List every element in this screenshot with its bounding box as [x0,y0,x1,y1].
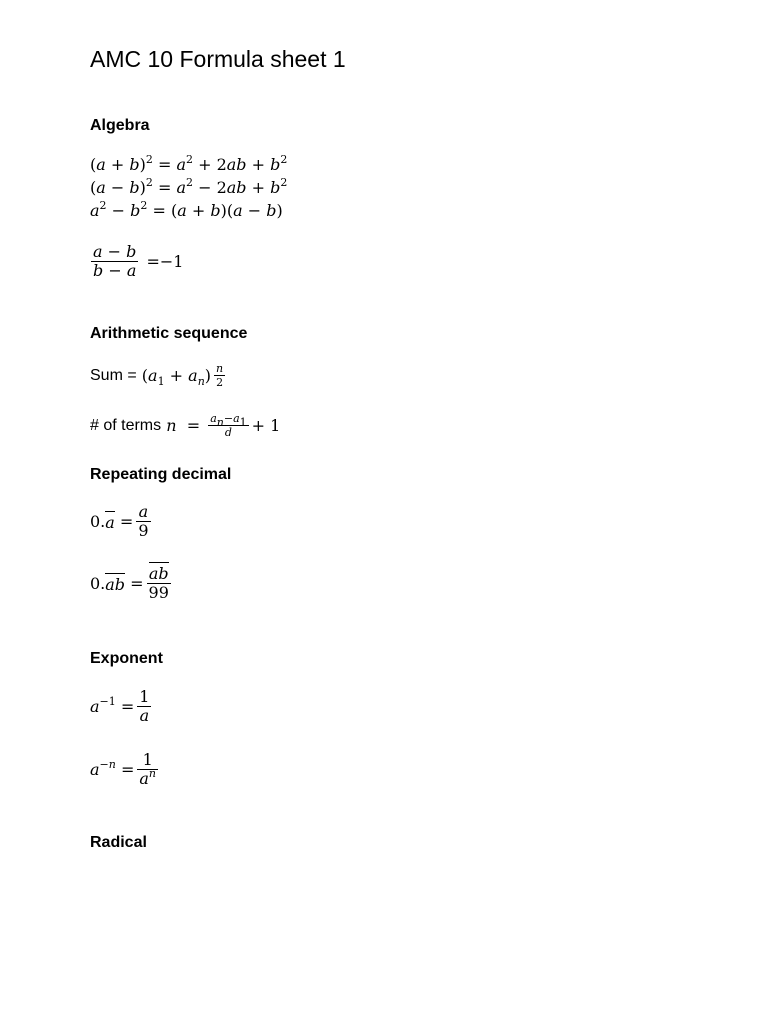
formula-square-of-difference: $(a - b)^2 = a^2 - 2ab + b^2$ [90,176,288,197]
formula-negative-one-exponent: $a^{-1}$ = $\frac{1}{a}$ [90,687,150,725]
sum-label: Sum = [90,366,137,384]
section-heading-radical: Radical [90,834,147,851]
value-minus-one: −1 [159,252,184,271]
section-heading-algebra: Algebra [90,117,150,134]
formula-difference-of-squares: $a^2 - b^2 = (a + b)(a - b)$ [90,199,283,220]
section-heading-repeating-decimal: Repeating decimal [90,466,232,483]
page-title: AMC 10 Formula sheet 1 [90,46,346,72]
numerator-one: 1 [142,750,153,769]
formula-square-of-sum: $(a + b)^2 = a^2 + 2ab + b^2$ [90,153,288,174]
formula-negation-ratio: $\frac{a - b}{b - a}$ = −1 [93,242,184,280]
denominator-nine: 9 [138,521,149,540]
zero-point: 0. [90,574,106,593]
formula-two-digit-repeat: 0. ab = $\frac{ab}{99}$ [90,564,169,602]
formula-single-digit-repeat: 0. a = $\frac{a}{9}$ [90,502,149,540]
numerator-one: 1 [139,687,150,706]
terms-label: # of terms [90,416,162,434]
section-heading-arithmetic-sequence: Arithmetic sequence [90,325,248,342]
formula-number-of-terms: # of terms n = $\frac{a_n-a_1}{d}$ + 1 [90,412,281,439]
section-heading-exponent: Exponent [90,650,163,667]
formula-arithmetic-sum: Sum = $(a_1 + a_n)$ $\frac{n}{2}$ [90,362,224,389]
formula-negative-n-exponent: $a^{-n}$ = $\frac{1}{a^n}$ [90,750,156,788]
zero-point: 0. [90,512,106,531]
value-plus-one: + 1 [251,416,281,435]
denominator-ninety-nine: 99 [148,583,169,602]
